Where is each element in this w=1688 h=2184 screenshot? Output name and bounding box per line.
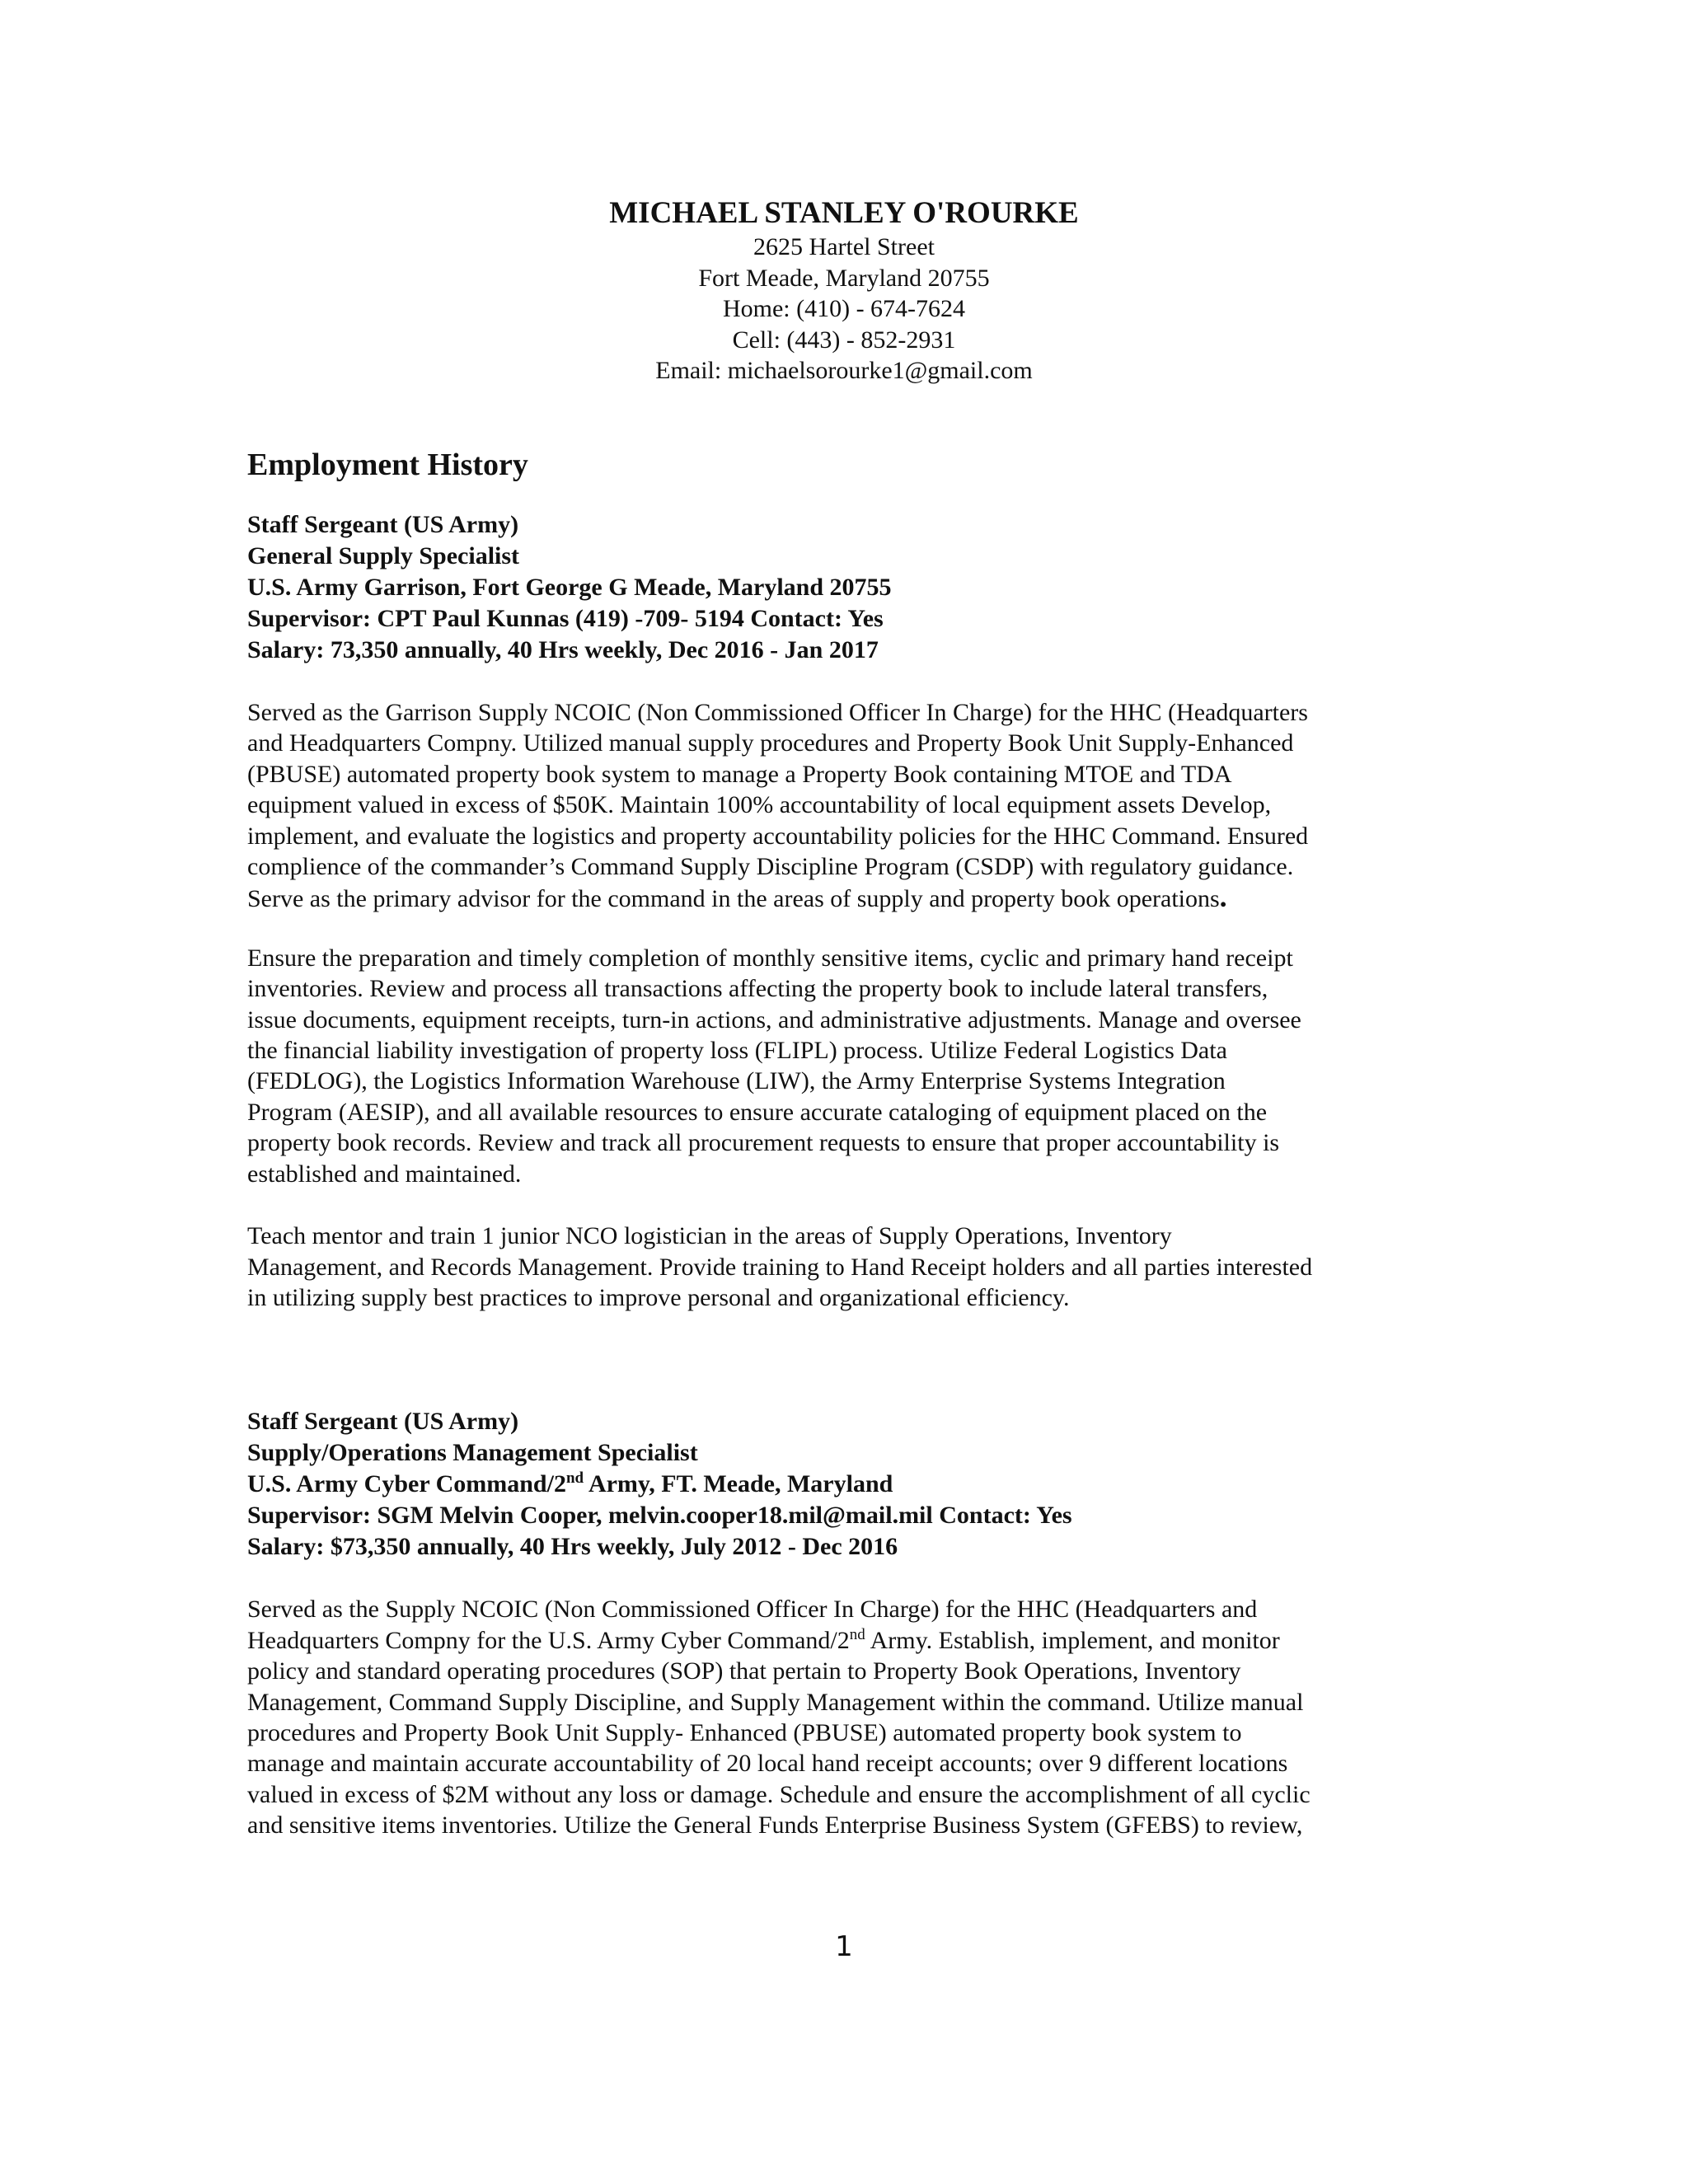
resume-header: [0, 195, 1688, 387]
job-salary: Salary: 73,350 annually, 40 Hrs weekly, Dec 2016 - Jan 2017: [247, 636, 879, 663]
job-rank: Staff Sergeant (US Army): [247, 511, 519, 538]
ordinal-suffix: nd: [849, 1625, 865, 1643]
job-description-paragraph: [247, 697, 1442, 915]
cell-phone: Cell: (443) - 852-2931: [732, 326, 956, 354]
job-rank: Staff Sergeant (US Army): [247, 1408, 519, 1436]
job-description-paragraph: [247, 1594, 1442, 1840]
job-organization: U.S. Army Garrison, Fort George G Meade, Maryland 20755: [247, 574, 892, 601]
job-entry-2: [247, 1406, 1442, 1840]
home-phone: Home: (410) - 674-7624: [722, 295, 966, 322]
email-address: Email: michaelsorourke1@gmail.com: [655, 357, 1033, 384]
job-organization: [247, 1469, 1442, 1500]
page-number: 1: [835, 1930, 853, 1963]
job-title: General Supply Specialist: [247, 542, 520, 569]
street-address: 2625 Hartel Street: [753, 233, 935, 260]
paragraph-text: Served as the Garrison Supply NCOIC (Non Commissioned Officer In Charge) for the HHC (Headquarters and Headquarters Compny. Utilized manual supply procedures and Property Book Unit Supply-Enhanced (PBUSE) automated property book system to manage a Property Book containing MTOE and TDA equipment valued in excess of $50K. Maintain 100% accountability of local equipment assets Develop, implement, and evaluate the logistics and property accountability policies for the HHC Command. Ensured complience of the commander’s Command Supply Discipline Program (CSDP) with regulatory guidance. Serve as the primary advisor for the command in the areas of supply and property book operations: [247, 699, 1309, 913]
job-description-paragraph: Teach mentor and train 1 junior NCO logistician in the areas of Supply Operations, Inventory Management, and Records Management. Provide training to Hand Receipt holders and all parties interested in utilizing supply best practices to improve personal and organizational efficiency.: [247, 1222, 1313, 1311]
job-title: Supply/Operations Management Specialist: [247, 1439, 698, 1467]
resume-body: [247, 445, 1442, 1841]
paragraph-end-period: .: [1219, 880, 1227, 914]
applicant-name: MICHAEL STANLEY O'ROURKE: [609, 196, 1079, 230]
paragraph-text: Served as the Supply NCOIC (Non Commissioned Officer In Charge) for the HHC (Headquarters and Headquarters Compny for the U.S. Army Cyber Command/2: [247, 1596, 1258, 1654]
employment-history-heading: Employment History: [247, 448, 528, 482]
job-supervisor: Supervisor: SGM Melvin Cooper, melvin.cooper18.mil@mail.mil Contact: Yes: [247, 1502, 1072, 1530]
job-entry-1: [247, 509, 1442, 1313]
ordinal-suffix: nd: [565, 1469, 584, 1488]
paragraph-text: Army. Establish, implement, and monitor policy and standard operating procedures (SOP) that pertain to Property Book Operations, Inventory Management, Command Supply Discipline, and Supply Management within the command. Utilize manual procedures and Property Book Unit Supply- Enhanced (PBUSE) automated property book system to manage and maintain accurate accountability of 20 local hand receipt accounts; over 9 different locations valued in excess of $2M without any loss or damage. Schedule and ensure the accomplishment of all cyclic and sensitive items inventories. Utilize the General Funds Enterprise Business System (GFEBS) to review,: [247, 1626, 1311, 1840]
org-text: U.S. Army Cyber Command/2: [247, 1470, 566, 1498]
org-text: Army, FT. Meade, Maryland: [584, 1470, 893, 1498]
city-state-zip: Fort Meade, Maryland 20755: [698, 264, 990, 292]
job-supervisor: Supervisor: CPT Paul Kunnas (419) -709- 5194 Contact: Yes: [247, 605, 884, 632]
job-salary: Salary: $73,350 annually, 40 Hrs weekly, July 2012 - Dec 2016: [247, 1533, 898, 1561]
job-description-paragraph: Ensure the preparation and timely completion of monthly sensitive items, cyclic and primary hand receipt inventories. Review and process all transactions affecting the property book to include lateral transfers, issue documents, equipment receipts, turn-in actions, and administrative adjustments. Manage and oversee the financial liability investigation of property loss (FLIPL) process. Utilize Federal Logistics Data (FEDLOG), the Logistics Information Warehouse (LIW), the Army Enterprise Systems Integration Program (AESIP), and all available resources to ensure accurate cataloging of equipment placed on the property book records. Review and track all procurement requests to ensure that proper accountability is established and maintained.: [247, 944, 1301, 1188]
